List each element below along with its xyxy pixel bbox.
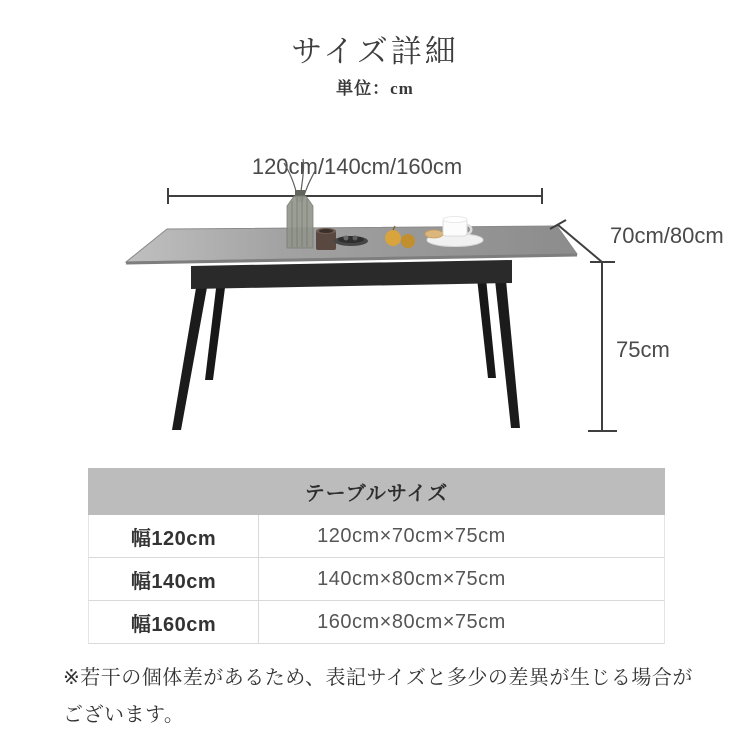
size-row-label: 幅120cm (89, 515, 259, 557)
table-row (88, 515, 665, 558)
size-row-value: 140cm×80cm×75cm (317, 567, 506, 590)
size-table (88, 468, 665, 644)
small-cup (316, 228, 336, 250)
unit-label: 単位：cm (336, 79, 414, 98)
page-title: サイズ詳細 (291, 34, 459, 69)
size-row-label: 幅140cm (89, 558, 259, 600)
table-row (88, 558, 665, 601)
width-dimension-label: 120cm/140cm/160cm (251, 154, 463, 179)
size-row-value: 120cm×70cm×75cm (317, 524, 506, 547)
dining-table-illustration (126, 226, 577, 430)
mesh-vase (287, 190, 313, 248)
size-row-label: 幅160cm (89, 601, 259, 643)
size-table-header: テーブルサイズ (88, 468, 665, 515)
height-dimension-label: 75cm (616, 337, 670, 362)
size-row-value: 160cm×80cm×75cm (317, 610, 506, 633)
footnote: ※若干の個体差があるため、表記サイズと多少の差異が生じる場合がございます。 (63, 667, 693, 726)
width-dimension-line (168, 188, 542, 204)
depth-dimension-label: 70cm/80cm (610, 223, 724, 248)
height-dimension-line (588, 262, 617, 431)
table-row (88, 601, 665, 644)
